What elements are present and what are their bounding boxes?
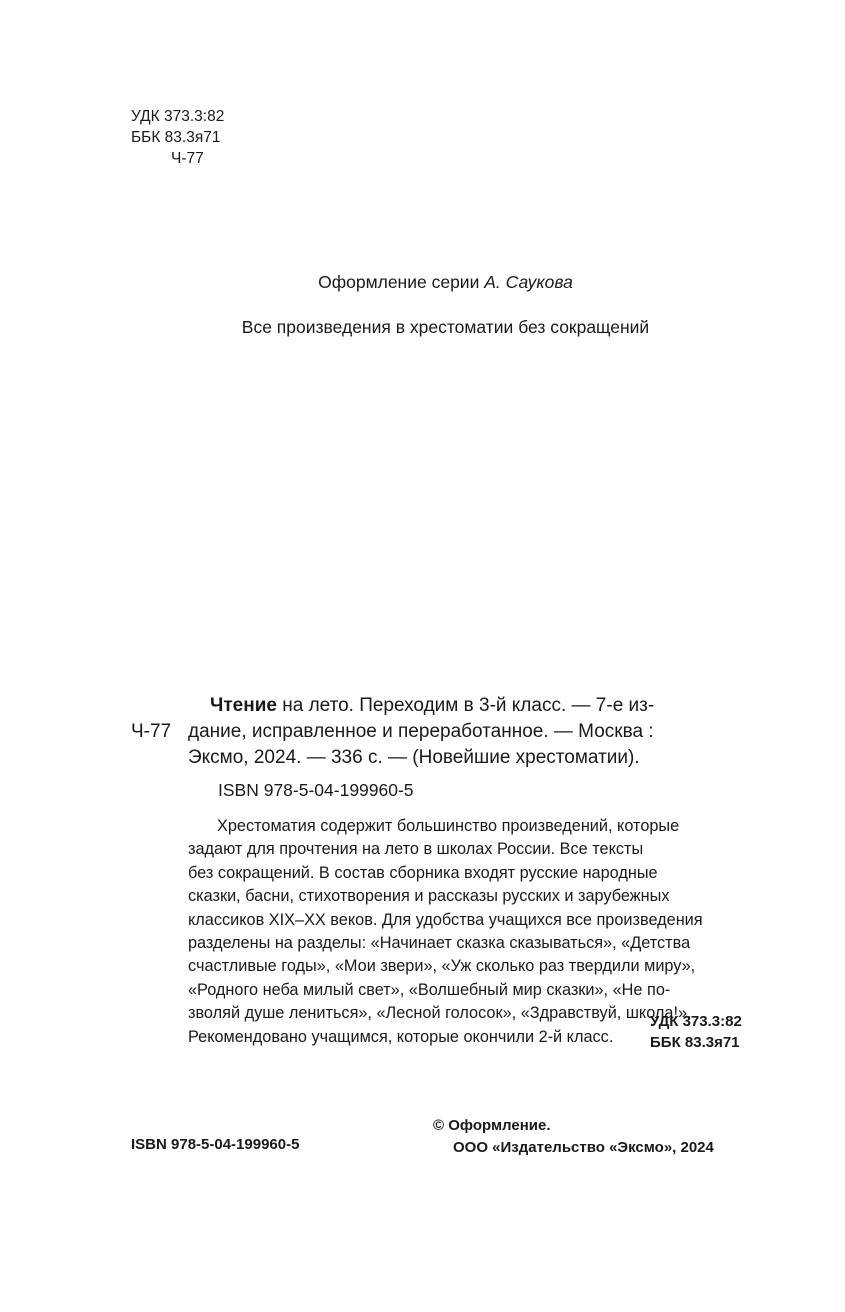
isbn-record: ISBN 978-5-04-199960-5 [218, 780, 414, 800]
annotation-line: Рекомендовано учащимся, которые окончили 2-й класс. [188, 1027, 614, 1046]
bbk-code: ББК 83.3я71 [131, 129, 221, 146]
annotation-line: без сокращений. В состав сборника входят русские народные [188, 863, 658, 882]
classification-codes-top [131, 106, 224, 169]
annotation-line: зволяй душе лениться», «Лесной голосок», «Здравствуй, школа!». [188, 1004, 692, 1023]
series-designer-name: А. Саукова [484, 272, 573, 292]
annotation-line: счастливые годы», «Мои звери», «Уж сколько раз твердили миру», [188, 957, 696, 976]
author-mark: Ч-77 [171, 150, 204, 167]
bibliographic-author-mark: Ч-77 [131, 721, 172, 742]
biblio-line-1: на лето. Переходим в 3-й класс. — 7-е из- [282, 695, 655, 716]
copyright-line-1: © Оформление. [433, 1117, 551, 1134]
udk-code: УДК 373.3:82 [131, 108, 225, 125]
copyright-notice [433, 1115, 714, 1159]
series-design-label: Оформление серии [318, 272, 480, 292]
series-design-credit [0, 272, 845, 293]
annotation-line: Хрестоматия содержит большинство произведений, которые [217, 817, 680, 835]
bbk-code-bold: ББК 83.3я71 [650, 1034, 740, 1051]
classification-codes-bottom [650, 1011, 742, 1053]
annotation-line: классиков XIX–XX веков. Для удобства учащихся все произведения [188, 910, 703, 929]
book-title: Чтение [210, 695, 277, 716]
udk-code-bold: УДК 373.3:82 [650, 1013, 742, 1030]
copyright-line-2: ООО «Издательство «Эксмо», 2024 [453, 1139, 714, 1156]
biblio-line-2: дание, исправленное и переработанное. — Москва : [188, 721, 654, 742]
no-cuts-note: Все произведения в хрестоматии без сокращений [241, 317, 650, 337]
bibliographic-record [188, 693, 762, 771]
annotation-line: разделены на разделы: «Начинает сказка сказываться», «Детства [188, 934, 691, 953]
annotation-line: задают для прочтения на лето в школах России. Все тексты [188, 840, 644, 859]
biblio-line-3: Эксмо, 2024. — 336 с. — (Новейшие хрестоматии). [188, 747, 640, 768]
annotation-line: сказки, басни, стихотворения и рассказы русских и зарубежных [188, 887, 670, 906]
isbn-bottom: ISBN 978-5-04-199960-5 [131, 1136, 300, 1153]
annotation-line: «Родного неба милый свет», «Волшебный мир сказки», «Не по- [188, 980, 671, 999]
